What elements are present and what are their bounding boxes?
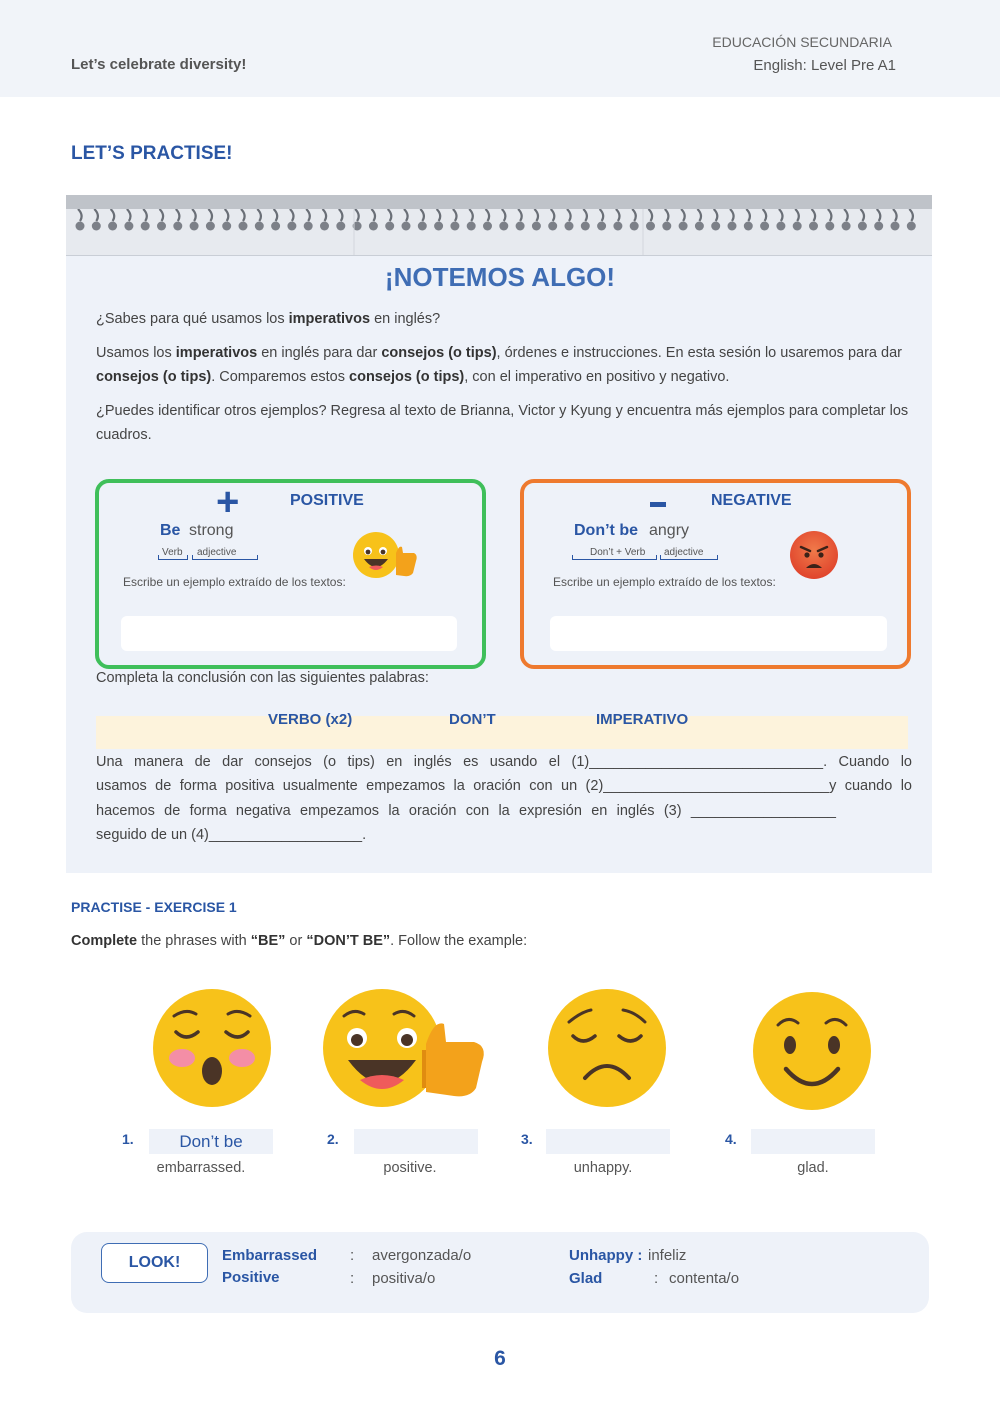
negative-example-input[interactable] xyxy=(550,616,887,651)
answer-box[interactable] xyxy=(149,1129,273,1154)
instruction-paragraph: ¿Puedes identificar otros ejemplos? Regresa al texto de Brianna, Victor y Kyung y encuentra más ejemplos para completar los cuadros. xyxy=(96,403,909,443)
positive-instruction: Escribe un ejemplo extraído de los textos: xyxy=(123,575,346,589)
negative-instruction: Escribe un ejemplo extraído de los textos: xyxy=(553,575,776,589)
item-number: 1. xyxy=(122,1131,134,1147)
dont-verb-label: Don’t + Verb xyxy=(590,547,646,558)
word-bank-item: VERBO (x2) xyxy=(268,711,353,728)
header-subject: English: Level Pre A1 xyxy=(753,57,896,74)
thumbs-up-face-icon xyxy=(352,531,420,581)
conclusion-line-3: hacemos de forma negativa empezamos la oración con la expresión en inglés (3) __________________ xyxy=(96,803,836,819)
positive-keyword: Be xyxy=(160,522,181,539)
section-title: LET’S PRACTISE! xyxy=(71,143,233,164)
conclusion-line-1: Una manera de dar consejos (o tips) en inglés es usando el (1)_____________________________. Cuando lo xyxy=(96,754,912,770)
conclusion-line-2: usamos de forma positiva usualmente empezamos la oración con un (2)____________________________y cuando lo xyxy=(96,778,912,794)
exercise-title: PRACTISE - EXERCISE 1 xyxy=(71,899,237,915)
item-caption: positive. xyxy=(383,1160,437,1176)
smiling-face-icon xyxy=(752,991,872,1111)
glossary-term: Embarrassed xyxy=(222,1247,318,1264)
header-level: EDUCACIÓN SECUNDARIA xyxy=(712,34,892,50)
answer-text: Don’t be xyxy=(179,1132,243,1151)
glossary-separator: : xyxy=(350,1270,355,1287)
page-number: 6 xyxy=(494,1347,506,1370)
header-course-title: Let’s celebrate diversity! xyxy=(71,56,247,73)
conclusion-intro: Completa la conclusión con las siguientes palabras: xyxy=(96,670,429,686)
item-number: 4. xyxy=(725,1131,737,1147)
sad-face-icon xyxy=(547,988,667,1108)
answer-box[interactable] xyxy=(546,1129,670,1154)
item-number: 2. xyxy=(327,1131,339,1147)
glossary-definition: contenta/o xyxy=(669,1270,740,1287)
embarrassed-face-icon xyxy=(152,988,272,1108)
item-caption: unhappy. xyxy=(573,1160,633,1176)
glossary-term: Positive xyxy=(222,1269,280,1286)
adjective-label: adjective xyxy=(197,547,237,558)
angry-face-icon xyxy=(789,530,839,580)
glossary-term: Unhappy : xyxy=(569,1247,643,1264)
question-paragraph: ¿Sabes para qué usamos los imperativos en inglés? xyxy=(96,311,441,327)
glossary-separator: : xyxy=(654,1270,659,1287)
verb-label: Verb xyxy=(162,547,183,558)
item-caption: glad. xyxy=(797,1160,829,1176)
item-caption: embarrassed. xyxy=(156,1160,246,1176)
glossary-definition: avergonzada/o xyxy=(372,1247,472,1264)
plus-icon: + xyxy=(216,480,240,524)
answer-box[interactable] xyxy=(354,1129,478,1154)
word-bank-item: DON’T xyxy=(449,711,496,728)
negative-adjective-label: adjective xyxy=(664,547,704,558)
look-button[interactable]: LOOK! xyxy=(101,1243,208,1283)
positive-example-input[interactable] xyxy=(121,616,457,651)
thumbs-up-face-icon xyxy=(322,988,488,1108)
notebook-title: ¡NOTEMOS ALGO! xyxy=(384,262,616,292)
negative-keyword: Don’t be xyxy=(574,522,638,539)
negative-title: NEGATIVE xyxy=(711,492,792,509)
answer-box[interactable] xyxy=(751,1129,875,1154)
positive-example-word: strong xyxy=(189,522,234,539)
word-bank xyxy=(96,716,908,749)
glossary-definition: positiva/o xyxy=(372,1270,436,1287)
exercise-instruction: Complete the phrases with “BE” or “DON’T BE”. Follow the example: xyxy=(71,933,528,949)
glossary-definition: infeliz xyxy=(648,1247,687,1264)
minus-icon xyxy=(650,502,666,507)
explanation-paragraph: Usamos los imperativos en inglés para dar consejos (o tips), órdenes e instrucciones. En esta sesión lo usaremos para dar consejos (o tips). Comparemos estos consejos (o tips), con el imperativo en positivo y negativo. xyxy=(96,345,902,385)
item-number: 3. xyxy=(521,1131,533,1147)
word-bank-item: IMPERATIVO xyxy=(596,711,689,728)
glossary-separator: : xyxy=(350,1247,355,1264)
positive-title: POSITIVE xyxy=(290,492,364,509)
negative-example-word: angry xyxy=(649,522,690,539)
notebook-top-strip xyxy=(66,195,932,209)
glossary-term: Glad xyxy=(569,1270,603,1287)
conclusion-line-4: seguido de un (4)___________________. xyxy=(96,827,367,843)
